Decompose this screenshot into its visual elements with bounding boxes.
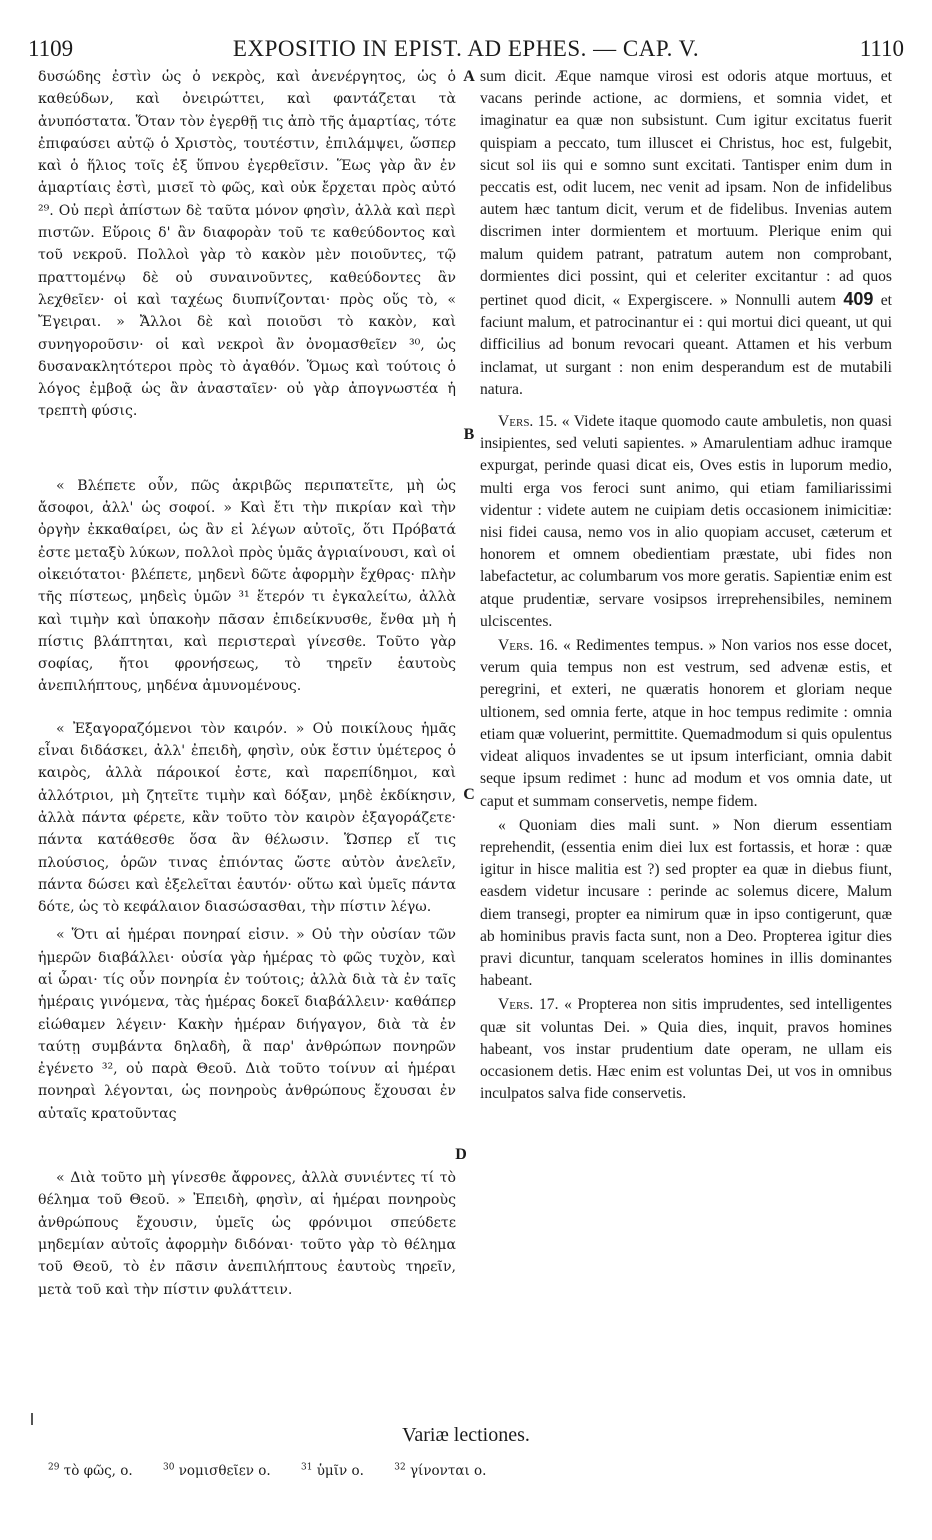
page-number-left: 1109 <box>28 36 74 61</box>
latin-paragraph-2 <box>480 411 892 633</box>
note-text: γίνονται ο. <box>409 1462 487 1479</box>
latin-paragraph-4: « Quoniam dies mali sunt. » Non dierum essentiam reprehendit, (essentia enim diei lux est fortassis, et horæ : quæ igitur in hisce malitia est ?) sed propter ea quæ in diebus fiunt, easdem videtur incusare : perinde ac solemus dicere, Malum diem transegi, propter ea nimirum quæ in ipso contigerunt, quæ ab hominibus pravis facta sunt, non a Deo. Propterea igitur dies pravi dicuntur, tanquam sceleratos homines in illis dominantes habeant. <box>480 816 892 990</box>
running-title: EXPOSITIO IN EPIST. AD EPHES. — CAP. V. <box>232 36 700 61</box>
variant-note <box>163 1463 271 1479</box>
variant-note <box>301 1463 364 1479</box>
greek-paragraph-4: « Ὅτι αἱ ἡμέραι πονηραί εἰσιν. » Οὐ τὴν οὐσίαν τῶν ἡμερῶν διαβάλλει· οὐσία γὰρ ἡμέρας τὸ φῶς τυχὸν, καὶ αἱ ὧραι· τίς οὖν πονηρία ἐν τούτοις; ἀλλὰ διὰ τὰ ἐν ταῖς ἡμέραις γινόμενα, τὰς ἡμέρας δοκεῖ διαβάλλειν· καθάπερ εἰώθαμεν λέγειν· Κακὴν ἡμέραν διήγαγον, διὰ τὰ ἐν ταύτῃ συμβάντα δηλαδὴ, ἃ παρ' ἀνθρώπων πονηρῶν ἐγένετο ³², οὐ παρὰ Θεοῦ. Διὰ τοῦτο τοίνυν αἱ ἡμέραι πονηραὶ λέγονται, ὡς πονηροὺς ἀνθρώπους ἔχουσαι ἐν αὐταῖς κρατοῦντας <box>38 927 456 1122</box>
note-number: 30 <box>162 1462 175 1472</box>
latin-text: « Videte itaque quomodo caute ambuletis, non quasi insipientes, sed veluti sapientes. » Amarulentiam adhuc iramque expurgat, perinde quasi dicat eis, Oves estis in luporum medio, multi erga vos feroci sunt animo, qui etiam familiarissimi videntur : videte autem ne cuipiam detis occasionem inimicitiæ: nisi fidei causa, nemo vos in alio quopiam accuset, cæterum et honorem et omnem obedientiam præstate, ubi fides non labefactetur, ac columbarum vos more geratis. Sapientiæ enim est atque prudentiæ, servare vosipsos irreprehensibiles, neminem ulciscentes. <box>480 413 892 630</box>
note-text: νομισθεῖεν ο. <box>178 1462 271 1479</box>
greek-column <box>38 66 456 1301</box>
margin-letter-d: D <box>455 1146 467 1163</box>
latin-text: sum dicit. Æque namque virosi est odoris atque mortuus, et vacans perinde actione, ac dormiens, et somnia videt, et imaginatur ea quæ non subsistunt. Cum igitur excitatus fuerit quispiam a peccato, tum illuscet ei Christus, hoc est, fulgebit, sicut sol iis qui e somno sunt excitati. Tantisper enim dum in peccatis est, odit lucem, nec venit ad ipsam. Non de infidelibus autem hæc tantum dicit, verum et de fidelibus. Invenias autem discrimen inter dormientem et mortuum. Plerique enim qui malum quidem patrant, patratum autem non comprobant, dormientes dici possint, qui et celeriter excitantur : ad quos pertinet quod dicit, « Expergiscere. » Nonnulli autem <box>480 68 892 310</box>
variant-notes <box>48 1462 908 1479</box>
latin-paragraph-3 <box>480 635 892 813</box>
verse-label: Vers. 16. <box>498 637 558 655</box>
latin-paragraph-1 <box>480 66 892 401</box>
margin-letter-b: B <box>463 426 475 443</box>
greek-paragraph-5: « Διὰ τοῦτο μὴ γίνεσθε ἄφρονες, ἀλλὰ συνιέντες τί τὸ θέλημα τοῦ Θεοῦ. » Ἐπειδὴ, φησὶν, αἱ ἡμέραι πονηροὺς ἀνθρώπους ἔχουσιν, ὑμεῖς ὡς φρόνιμοι σπεύδετε μηδεμίαν αὐτοῖς ἀφορμὴν διδόναι· τοῦτο γὰρ τὸ θέλημα τοῦ Θεοῦ, τὸ ἐν πᾶσιν ἀνεπιλήπτους ἑαυτοὺς τηρεῖν, μετὰ τοῦ καὶ τὴν πίστιν φυλάττειν. <box>38 1170 456 1298</box>
variants-heading: Variæ lectiones. <box>402 1424 530 1446</box>
note-number: 32 <box>394 1462 406 1472</box>
greek-paragraph-2: « Βλέπετε οὖν, πῶς ἀκριβῶς περιπατεῖτε, μὴ ὡς ἄσοφοι, ἀλλ' ὡς σοφοί. » Καὶ ἔτι τὴν πικρίαν καὶ τὴν ὀργὴν ἐκκαθαίρει, ὡς ἂν εἰ λέγων αὐτοῖς, ὅτι Πρόβατά ἐστε μεταξὺ λύκων, πολλοὶ πρὸς ὑμᾶς ἀγριαίνουσι, καὶ οἱ οἰκειότατοι· βλέπετε, μηδενὶ δῶτε ἀφορμὴν ἔχθρας· πλὴν τῆς πίστεως, μηδεὶς ὑμῶν ³¹ ἕτερόν τι ἐγκαλείτω, ἀλλὰ καὶ τιμὴν καὶ ὑπακοὴν πᾶσαν ἐπιδείκνυσθε, ἔνθα μὴ ἡ πίστις βλάπτηται, καὶ περιστεραὶ γίνεσθε. Τοῦτο γὰρ σοφίας, ἤτοι φρονήσεως, τὸ τηρεῖν ἑαυτοὺς ἀνεπιλήπτους, μηδένα ἀμυνομένους. <box>38 477 456 695</box>
margin-letter-a: A <box>463 68 475 85</box>
note-number: 29 <box>48 1462 60 1472</box>
latin-text: « Propterea non sitis imprudentes, sed intelligentes quæ sit voluntas Dei. » Quia dies, inquit, pravos homines habeant, vos instar prudentium date operam, ne ullam eis occasionem detis. Hæc enim est voluntas Dei, ut vos in omnibus inculpatos salva fide conservetis. <box>480 996 892 1103</box>
verse-label: Vers. 17. <box>498 996 559 1014</box>
latin-column <box>480 66 892 1105</box>
running-header <box>28 36 904 66</box>
latin-text: « Redimentes tempus. » Non varios nos esse docet, verum quia tempus non est vestrum, sed advenæ estis, et peregrini, et exteri, ne quæratis honorem et gloriam neque ultionem, sed omnia ferte, atque in hoc tempus redimite : omnia etiam quæ voluerint, permittite. Quemadmodum si quis opulentus videat aliquos invadentes se ut ipsum interficiant, omnia dabit seque ipsum redimet : hunc ad modum et vos omnia date, ut caput et summam conservetis, nempe fidem. <box>480 637 892 810</box>
column-number: 409 <box>843 289 874 310</box>
note-text: τὸ φῶς, ο. <box>63 1462 133 1479</box>
latin-paragraph-5 <box>480 994 892 1105</box>
variant-note <box>48 1463 133 1479</box>
greek-paragraph-3: « Ἐξαγοραζόμενοι τὸν καιρόν. » Οὐ ποικίλους ἡμᾶς εἶναι διδάσκει, ἀλλ' ἐπειδὴ, φησὶν, οὐκ ἔστιν ὑμέτερος ὁ καιρὸς, ἀλλὰ πάροικοί ἐστε, καὶ παρεπίδημοι, καὶ ἀλλότριοι, μὴ ζητεῖτε τιμὴν καὶ δόξαν, μηδὲ ἐκδίκησιν, ἀλλὰ πάντα φέρετε, κἂν τοῦτο τὸν καιρὸν ἐξαγοράζετε· πάντα κατάθεσθε ὅσα ἂν θέλωσιν. Ὥσπερ εἴ τις πλούσιος, ὁρῶν τινας ἐπιόντας ὥστε αὐτὸν ἀνελεῖν, πάντα δώσει καὶ ἐξελεῖται ἑαυτόν· οὕτω καὶ ὑμεῖς πάντα δότε, ὡς τὸ κεφάλαιον διασώσασθαι, τὴν πίστιν λέγω. <box>38 720 456 916</box>
note-number: 31 <box>300 1462 313 1472</box>
greek-paragraph-1: δυσώδης ἐστὶν ὡς ὁ νεκρὸς, καὶ ἀνενέργητος, ὡς ὁ καθεύδων, καὶ ὀνειρώττει, καὶ φαντάζεται τὰ ἀνυπόστατα. Ὅταν τὸν ἐγερθῇ τις ἀπὸ τῆς ἁμαρτίας, τότε ἐπιφαύσει αὐτῷ ὁ Χριστὸς, τουτέστιν, ἐπιλάμψει, ὥσπερ καὶ ὁ ἥλιος τοῖς ἐξ ὕπνου ἐγερθεῖσιν. Ἕως γὰρ ἂν ἐν ἁμαρτίαις ἐστὶ, μισεῖ τὸ φῶς, καὶ οὐκ ἔρχεται πρὸς αὐτό ²⁹. Οὐ περὶ ἀπίστων δὲ ταῦτα μόνον φησὶν, ἀλλὰ καὶ περὶ πιστῶν. Εὕροις δ' ἂν διαφορὰν τοῦ τε καθεύδοντος καὶ τοῦ νεκροῦ. Πολλοὶ γὰρ τὸ κακὸν μὲν ποιοῦντες, τῷ πραττομένῳ δὲ οὐ συναινοῦντες, καθεύδοντες ἂν λεχθεῖεν· οἱ καὶ ταχέως διυπνίζονται· πρὸς οὕς τὸ, « Ἔγειραι. » Ἄλλοι δὲ καὶ ποιοῦσι τὸ κακὸν, καὶ συνηγοροῦσιν· οἱ καὶ νεκροὶ ἂν ὀνομασθεῖεν ³⁰, ὡς δυσανακλητότεροι πρὸς τὸ ἀγαθόν. Ὅμως καὶ τούτοις ὁ λόγος ἐμβοᾷ ὡς ἂν ἀνασταῖεν· οὐ γὰρ ἀπογνωστέα ἡ τρεπτὴ φύσις. <box>38 69 456 420</box>
variant-note <box>394 1463 486 1479</box>
latin-text: et faciunt malum, et patrocinantur ei : qui mortui dici queant, ut qui difficilius ad bonum revocari queant. Attamen et his verbum inclamat, ut surgant : non enim desperandum est de mutabili natura. <box>480 292 892 398</box>
verse-label: Vers. 15. <box>498 413 558 431</box>
margin-letter-c: C <box>463 786 475 803</box>
page-number-right: 1110 <box>859 36 904 61</box>
note-text: ὑμῖν ο. <box>316 1462 364 1479</box>
